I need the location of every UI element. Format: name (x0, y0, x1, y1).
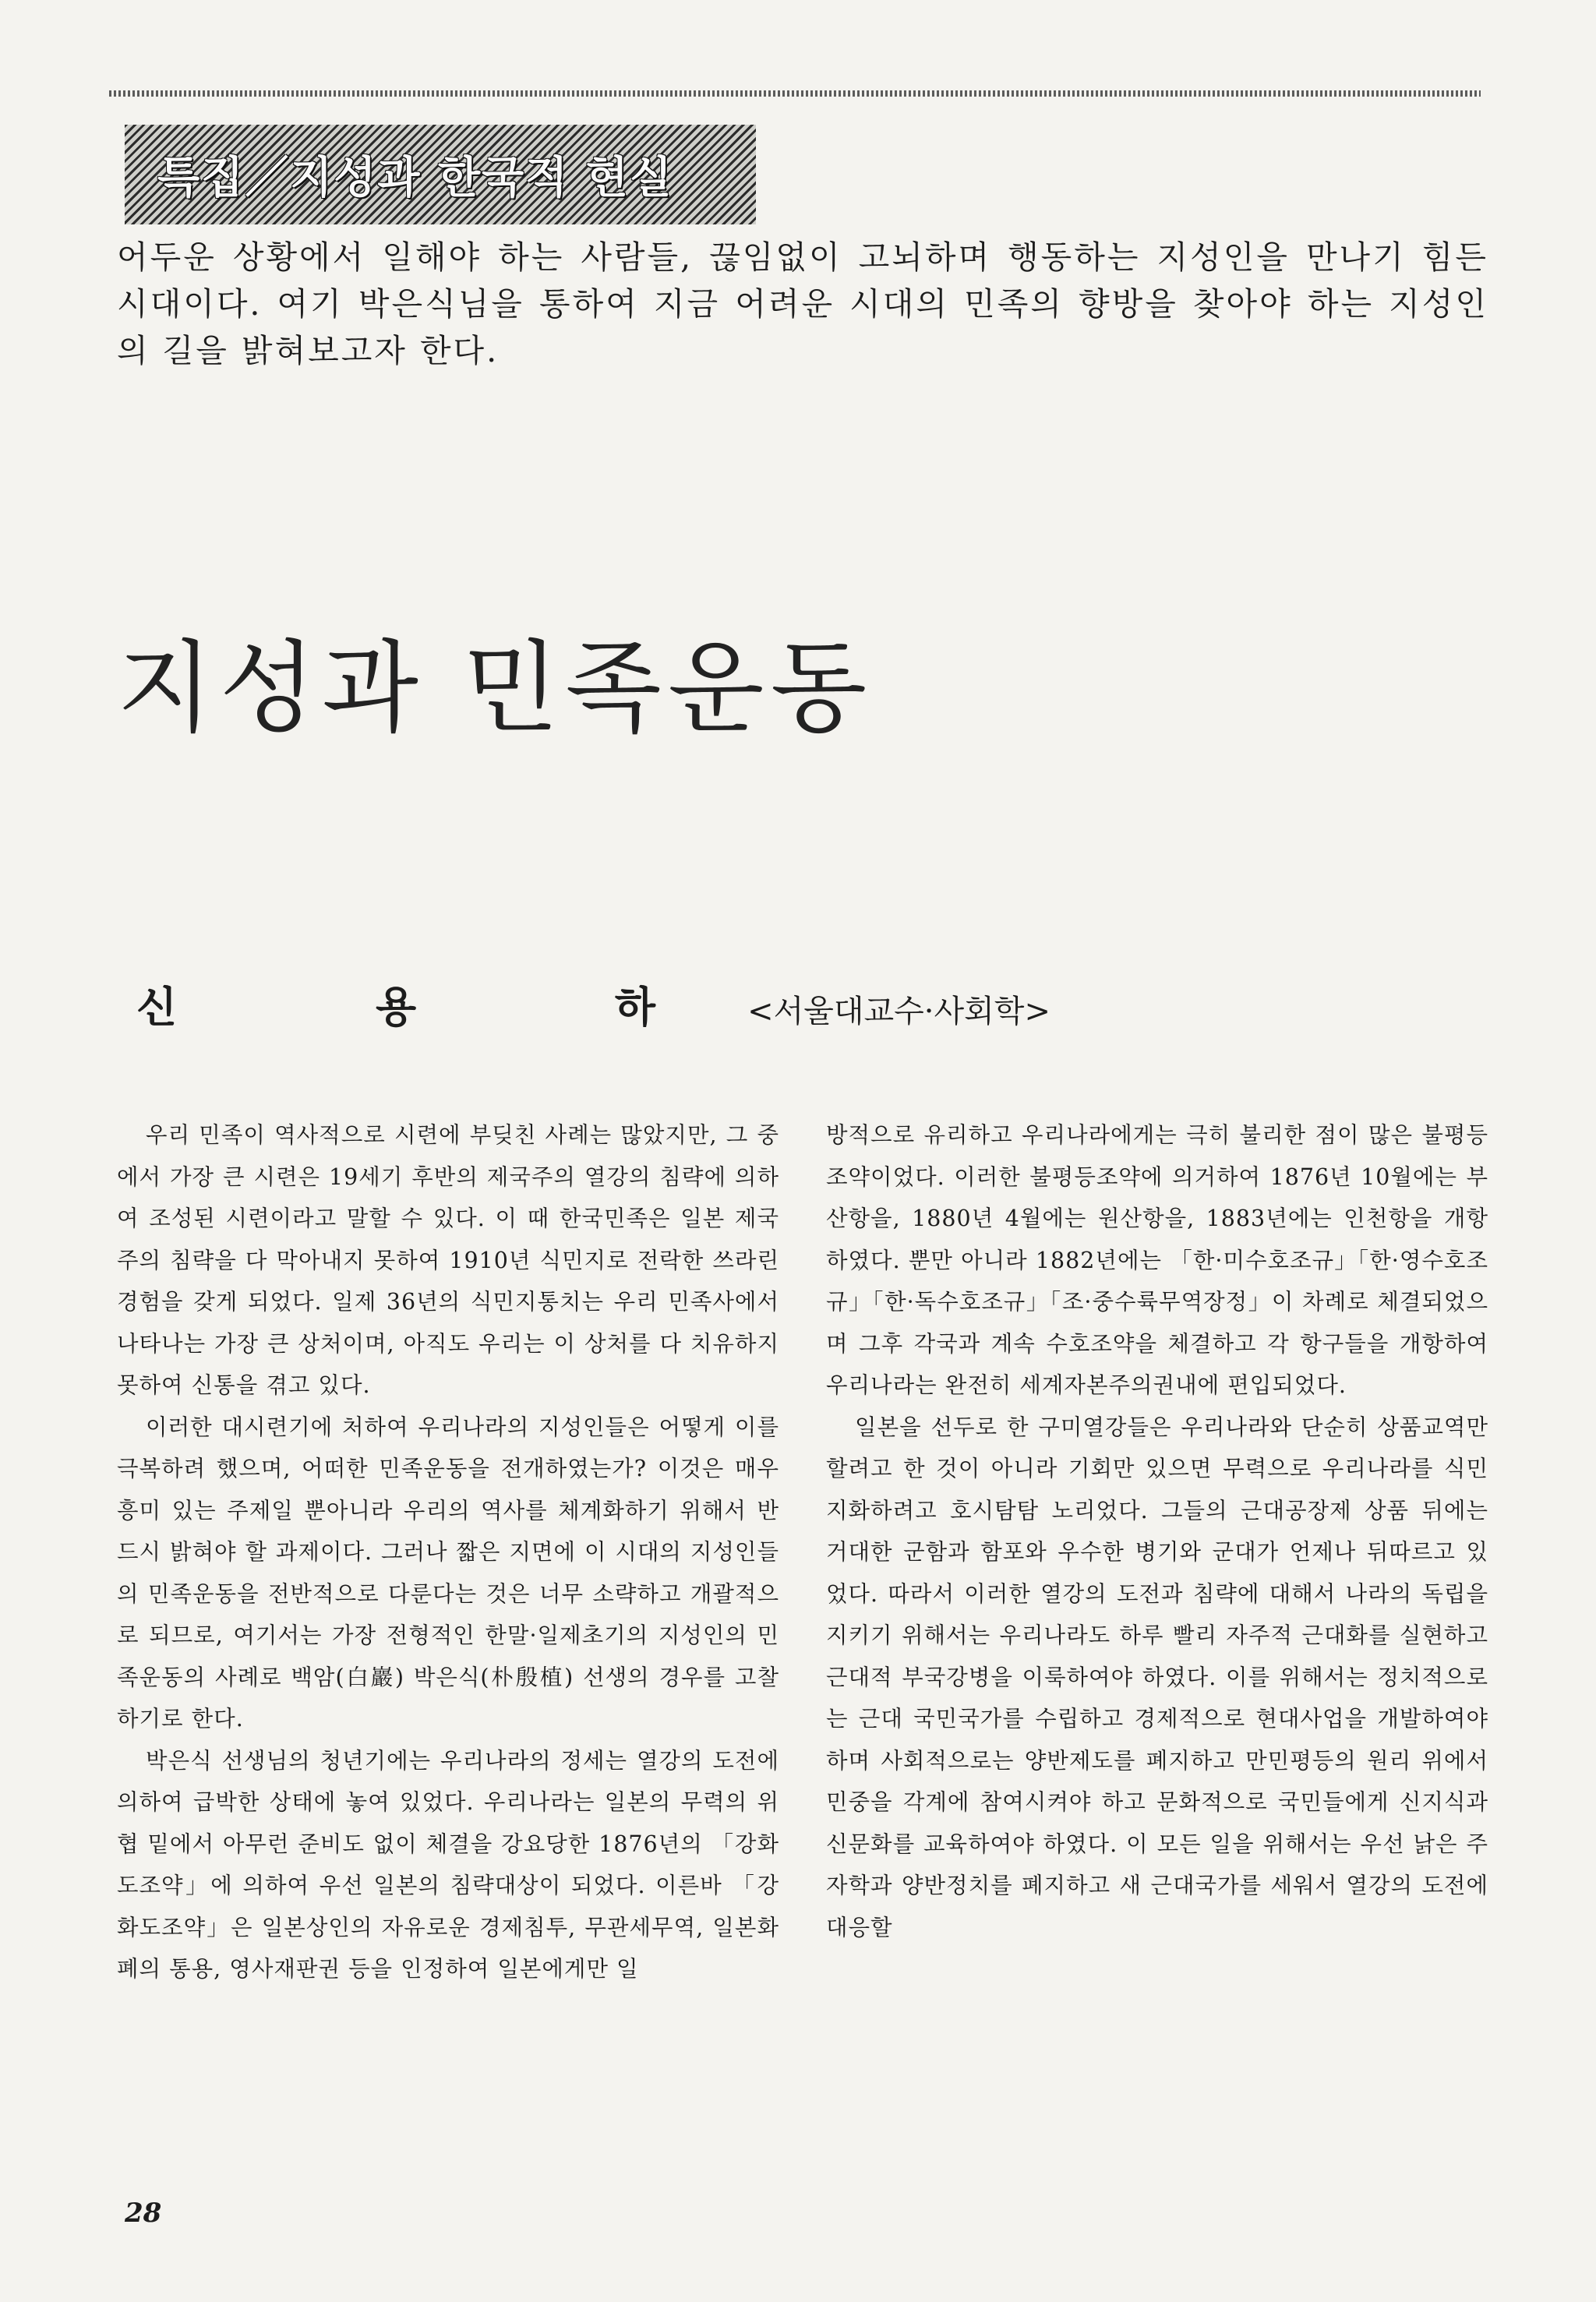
section-banner (125, 125, 756, 224)
author-byline (136, 974, 1050, 1032)
body-paragraph: 우리 민족이 역사적으로 시련에 부딪친 사례는 많았지만, 그 중에서 가장 큰 시련은 19세기 후반의 제국주의 열강의 침략에 의하여 조성된 시련이라고 말할 수 있다. 이 때 한국민족은 일본 제국주의 침략을 다 막아내지 못하여 1910년 식민지로 전락한 쓰라린 경험을 갖게 되었다. 일제 36년의 식민지통치는 우리 민족사에서 나타나는 가장 큰 상처이며, 아직도 우리는 이 상처를 다 치유하지 못하여 신통을 겪고 있다. (117, 1122, 779, 1398)
body-paragraph: 방적으로 유리하고 우리나라에게는 극히 불리한 점이 많은 불평등조약이었다. 이러한 불평등조약에 의거하여 1876년 10월에는 부산항을, 1880년 4월에는 원산항을, 1883년에는 인천항을 개항하였다. 뿐만 아니라 1882년에는 「한·미수호조규」「한·영수호조규」「한·독수호조규」「조·중수륙무역장정」이 차례로 체결되었으며 그후 각국과 계속 수호조약을 체결하고 각 항구들을 개항하여 우리나라는 완전히 세계자본주의권내에 편입되었다. (826, 1122, 1488, 1398)
section-banner-text: 특집／지성과 한국적 현실 (157, 153, 673, 203)
body-column-right (826, 1114, 1488, 1990)
author-affiliation: <서울대교수·사회학> (747, 994, 1050, 1029)
top-decorative-rule (109, 90, 1481, 97)
lead-paragraph: 어두운 상황에서 일해야 하는 사람들, 끊임없이 고뇌하며 행동하는 지성인을 만나기 힘든 시대이다. 여기 박은식님을 통하여 지금 어려운 시대의 민족의 향방을 찾아야 하는 지성인의 길을 밝혀보고자 한다. (117, 238, 1488, 369)
article-title: 지성과 민족운동 (117, 630, 874, 747)
body-paragraph: 박은식 선생님의 청년기에는 우리나라의 정세는 열강의 도전에 의하여 급박한 상태에 놓여 있었다. 우리나라는 일본의 무력의 위협 밑에서 아무런 준비도 없이 체결을 강요당한 1876년의 「강화도조약」에 의하여 우선 일본의 침략대상이 되었다. 이른바 「강화도조약」은 일본상인의 자유로운 경제침투, 무관세무역, 일본화폐의 통용, 영사재판권 등을 인정하여 일본에게만 일 (117, 1747, 779, 1982)
body-paragraph: 일본을 선두로 한 구미열강들은 우리나라와 단순히 상품교역만 할려고 한 것이 아니라 기회만 있으면 무력으로 우리나라를 식민지화하려고 호시탐탐 노리었다. 그들의 근대공장제 상품 뒤에는 거대한 군함과 함포와 우수한 병기와 군대가 언제나 뒤따르고 있었다. 따라서 이러한 열강의 도전과 침략에 대해서 나라의 독립을 지키기 위해서는 우리나라도 하루 빨리 자주적 근대화를 실현하고 근대적 부국강병을 이룩하여야 하였다. 이를 위해서는 정치적으로는 근대 국민국가를 수립하고 경제적으로 현대사업을 개발하여야 하며 사회적으로는 양반제도를 폐지하고 만민평등의 원리 위에서 민중을 각계에 참여시켜야 하고 문화적으로 국민들에게 신지식과 신문화를 교육하여야 하였다. 이 모든 일을 위해서는 우선 낡은 주자학과 양반정치를 폐지하고 새 근대국가를 세워서 열강의 도전에 대응할 (826, 1414, 1488, 1940)
author-name: 신 용 하 (136, 983, 748, 1032)
body-paragraph: 이러한 대시련기에 처하여 우리나라의 지성인들은 어떻게 이를 극복하려 했으며, 어떠한 민족운동을 전개하였는가? 이것은 매우 흥미 있는 주제일 뿐아니라 우리의 역사를 체계화하기 위해서 반드시 밝혀야 할 과제이다. 그러나 짧은 지면에 이 시대의 지성인들의 민족운동을 전반적으로 다룬다는 것은 너무 소략하고 개괄적으로 되므로, 여기서는 가장 전형적인 한말·일제초기의 지성인의 민족운동의 사례로 백암(白巖) 박은식(朴殷植) 선생의 경우를 고찰하기로 한다. (117, 1414, 779, 1732)
article-body (117, 1114, 1488, 1990)
page-number: 28 (125, 2198, 162, 2229)
body-column-left (117, 1114, 779, 1990)
